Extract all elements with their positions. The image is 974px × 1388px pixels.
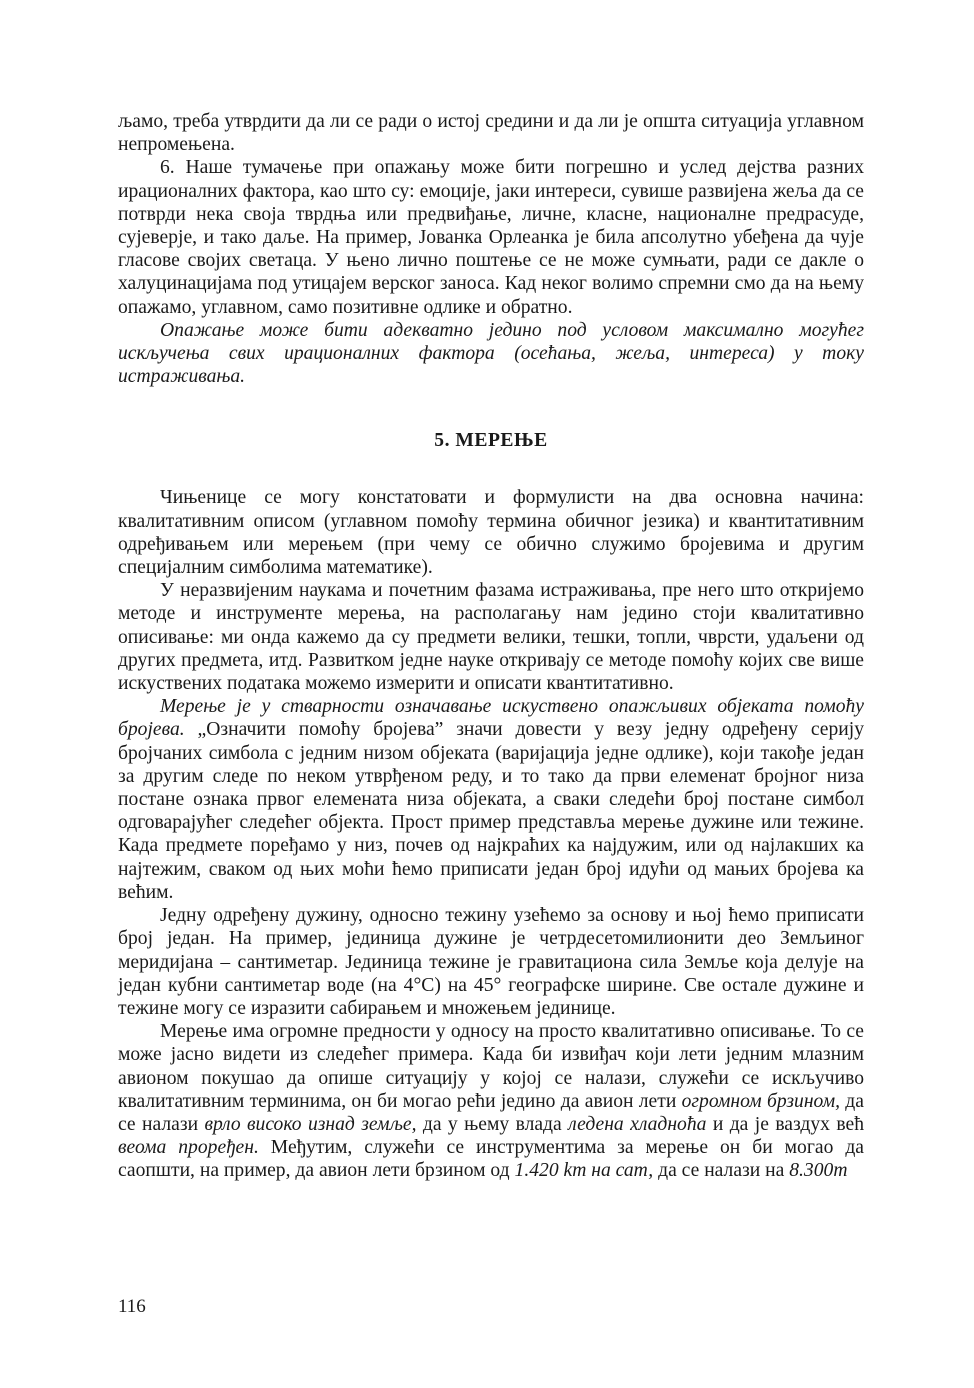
- emphasis-run: 1.420 km на сат,: [514, 1160, 654, 1182]
- paragraph-text: „Означити помоћу бројева” значи довести у везу једну одређену серију бројчаних симбола с једним низом објеката (варијација једне одлике), који такође један за другим следе по неком утврђеном реду, и то тако да први елеменат бројног низа постане ознака првог елемената низа објеката, а сваки следећи број постане симбол одговарајућег следећег објекта. Прост пример представља мерење дужине или тежине. Када предмете поређамо у низ, почев од најкраћих ка најдужим, или од најлакших ка најтежим, сваком од њих моћи ћемо приписати један број идући од мањих бројева ка већим.: [118, 719, 864, 903]
- emphasis-run: 8.300m: [789, 1160, 848, 1182]
- text-run: да се налази: [118, 1090, 864, 1135]
- definition-text: Мерење је у стварности означавање искуствено опажљивих објеката помоћу бројева.: [118, 696, 864, 741]
- page-number: 116: [118, 1296, 146, 1317]
- text-run: и да је ваздух већ: [706, 1113, 864, 1135]
- paragraph-measurement-4: Једну одређену дужину, односно тежину узећемо за основу и њој ћемо приписати број један. На пример, јединица дужине је четрдесетомилионити део Земљиног меридијана – сантиметар. Јединица тежине је гравитациона сила Земље која делује на један кубни сантиметар воде (на 4°C) на 45° географске ширине. Све остале дужине и тежине могу се изразити сабирањем и множењем јединице.: [118, 905, 864, 1019]
- text-run: да се налази на: [653, 1160, 790, 1182]
- paragraph-measurement-5: [118, 1020, 864, 1182]
- paragraph-continuation: љамо, треба утврдити да ли се ради о истој средини и да ли је општа ситуација углавном непромењена.: [118, 111, 864, 156]
- text-run: Међутим, служећи се инструментима за мерење он би могао да саопшти, на пример, да авион лети брзином од: [118, 1137, 864, 1182]
- emphasis-run: веома проређен.: [118, 1137, 259, 1159]
- paragraph-conclusion: Опажање може бити адекватно једино под условом максимално могућег искључења свих ирационалних фактора (осећања, жеља, интереса) у току истраживања.: [118, 319, 864, 388]
- emphasis-run: ледена хладноћа: [568, 1113, 707, 1135]
- text-run: да у њему влада: [416, 1113, 569, 1135]
- emphasis-run: огромном брзином,: [681, 1090, 840, 1112]
- emphasis-run: врло високо изнад земље,: [204, 1113, 417, 1135]
- text-run: Мерење има огромне предности у односу на просто квалитативно описивање. То се може јасно видети из следећег примера. Када би извиђач који лети једним млазним авионом покушао да опише ситуацију у којој се налази, служећи се искључиво квалитативним терминима, он би могао рећи једино да авион лети: [118, 1021, 864, 1112]
- section-heading: 5. МЕРЕЊЕ: [434, 430, 548, 452]
- paragraph-measurement-1: Чињенице се могу констатовати и формулисти на два основна начина: квалитативним описом (углавном помоћу термина обичног језика) и квантитативним одређивањем или мерењем (при чему се обично служимо бројевима и другим специјалним симболима математике).: [118, 487, 864, 579]
- paragraph-measurement-3: [118, 695, 864, 904]
- book-page: [118, 110, 864, 1183]
- paragraph-measurement-2: У неразвијеним наукама и почетним фазама истраживања, пре него што откријемо методе и инструменте мерења, на располагању нам једино стоји квалитативно описивање: ми онда кажемо да су предмети велики, тешки, топли, чврсти, удаљени од других предмета, итд. Развитком једне науке откривају се методе помоћу којих све више искуствених података можемо измерити и описати квантитативно.: [118, 580, 864, 695]
- paragraph-6-irrational-factors: 6. Наше тумачење при опажању може бити погрешно и услед дејства разних ирационалних фактора, као што су: емоције, јаки интереси, сувише развијена жеља да се потврди нека своја тврдња или предвиђање, личне, класне, националне предрасуде, сујеверје, и тако даље. На пример, Јованка Орлеанка је била апсолутно убеђена да чује гласове својих светаца. У њено лично поштење се не може сумњати, ради се дакле о халуцинацијама под утицајем верског заноса. Кад неког волимо спремни смо да на њему опажамо, углавном, само позитивне одлике и обратно.: [118, 157, 864, 318]
